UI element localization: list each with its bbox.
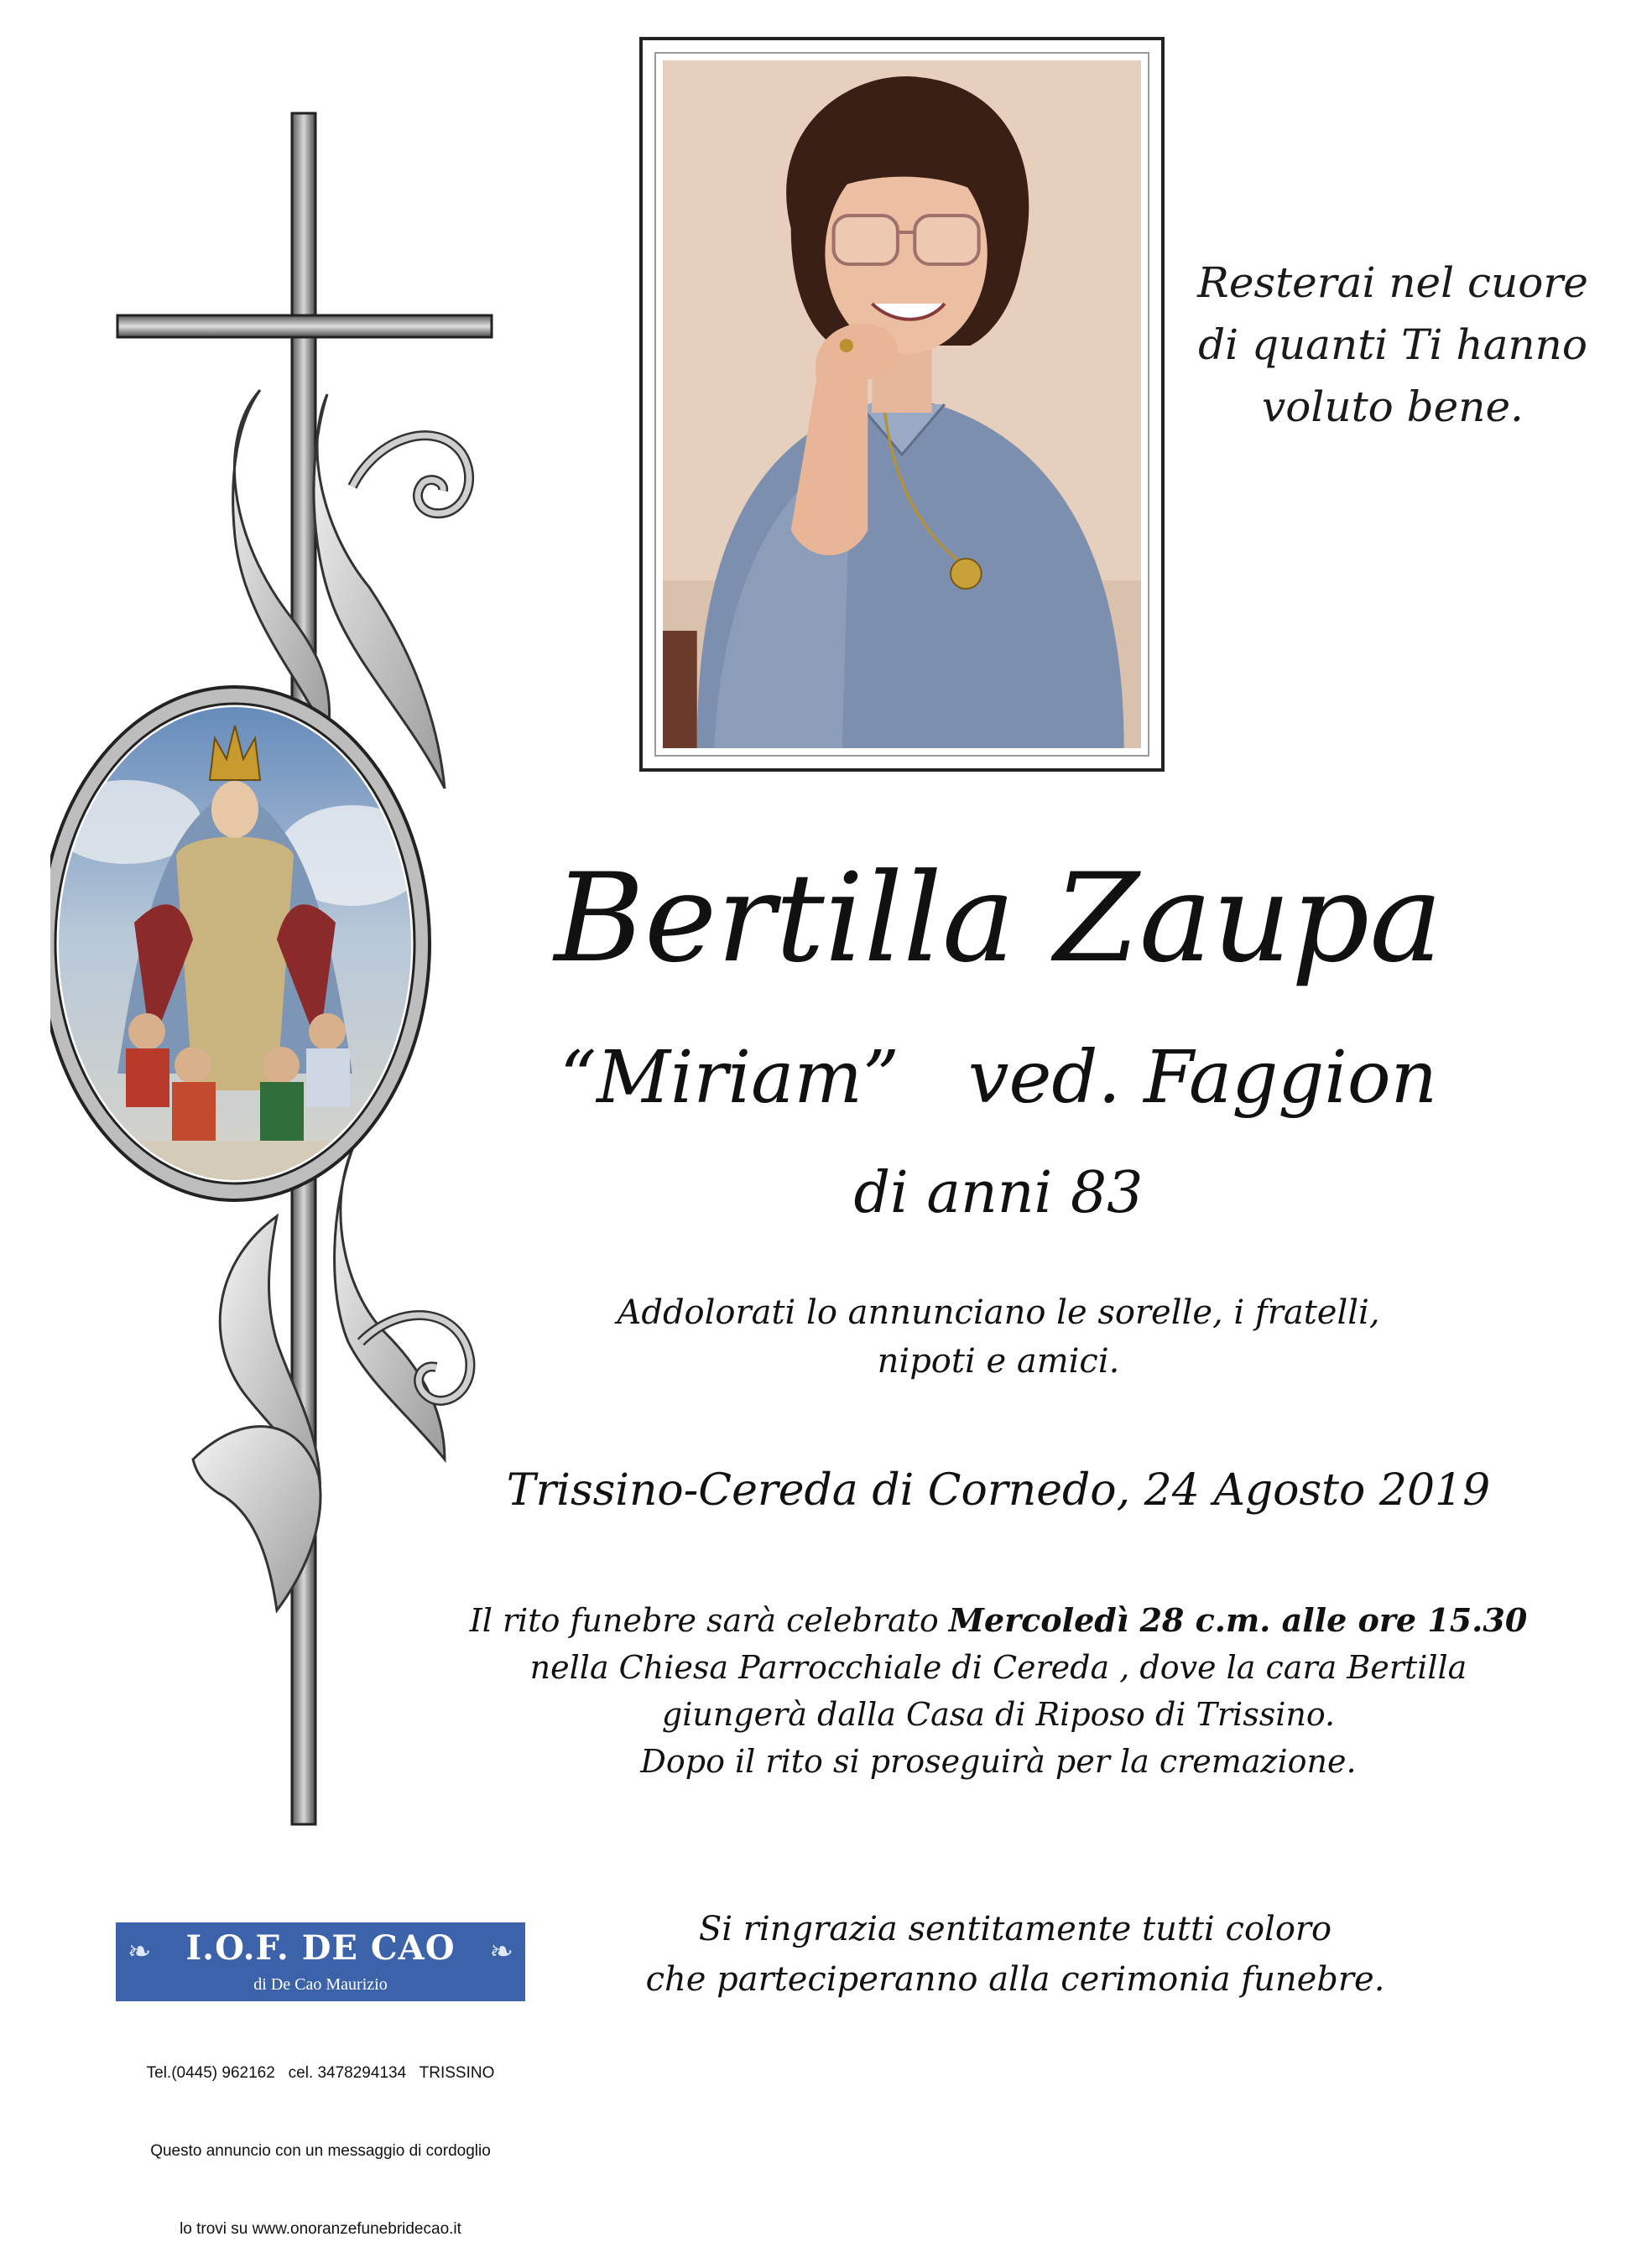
funeral-line: nella Chiesa Parrocchiale di Cereda , dove la cara Bertilla [529,1649,1467,1686]
portrait-photo [663,60,1141,748]
agency-title: I.O.F. DE CAO [185,1928,456,1968]
agency-note-line: Questo annuncio con un messaggio di cordoglio [150,2142,491,2160]
quote-line: Resterai nel cuore [1197,258,1588,307]
agency-contacts [92,2008,549,2268]
funeral-text: Il rito funebre sarà celebrato [469,1602,949,1639]
portrait-inner-border [654,52,1149,757]
thanks-line: Si ringrazia sentitamente tutti coloro [698,1910,1332,1948]
thanks-line: che parteciperanno alla cerimonia funebre. [645,1960,1385,1999]
deceased-age: di anni 83 [853,1160,1144,1226]
agency-phone-line: Tel.(0445) 962162 cel. 3478294134 TRISSINO [146,2064,495,2082]
funeral-datetime: Mercoledì 28 c.m. alle ore 15.30 [948,1601,1528,1639]
agency-subtitle: di De Cao Maurizio [253,1975,388,1994]
swirl-left-icon: ❧ [128,1935,152,1969]
thanks-note [520,1904,1510,2005]
funeral-details [436,1597,1561,1785]
funeral-line: Dopo il rito si proseguirà per la cremazione. [640,1743,1357,1780]
funeral-line: giungerà dalla Casa di Riposo di Trissino. [661,1696,1336,1733]
portrait-frame [639,37,1165,772]
mourners-announcement [470,1288,1527,1386]
agency-logo [116,1922,525,2001]
cross-icon [50,101,503,1845]
swirl-right-icon: ❧ [489,1935,513,1969]
deceased-nickname: “Miriam” ved. Faggion [559,1036,1438,1120]
agency-website-line[interactable]: lo trovi su www.onoranzefunebridecao.it [180,2220,461,2238]
funeral-line [436,1597,1561,1644]
quote-line: di quanti Ti hanno [1198,320,1587,369]
mourners-line: nipoti e amici. [877,1342,1120,1381]
mourners-line: Addolorati lo annunciano le sorelle, i fratelli, [617,1293,1380,1332]
quote-line: voluto bene. [1262,382,1524,431]
place-date: Trissino-Cereda di Cornedo, 24 Agosto 2019 [506,1465,1491,1516]
memorial-quote [1183,252,1602,438]
deceased-name: Bertilla Zaupa [554,847,1443,990]
